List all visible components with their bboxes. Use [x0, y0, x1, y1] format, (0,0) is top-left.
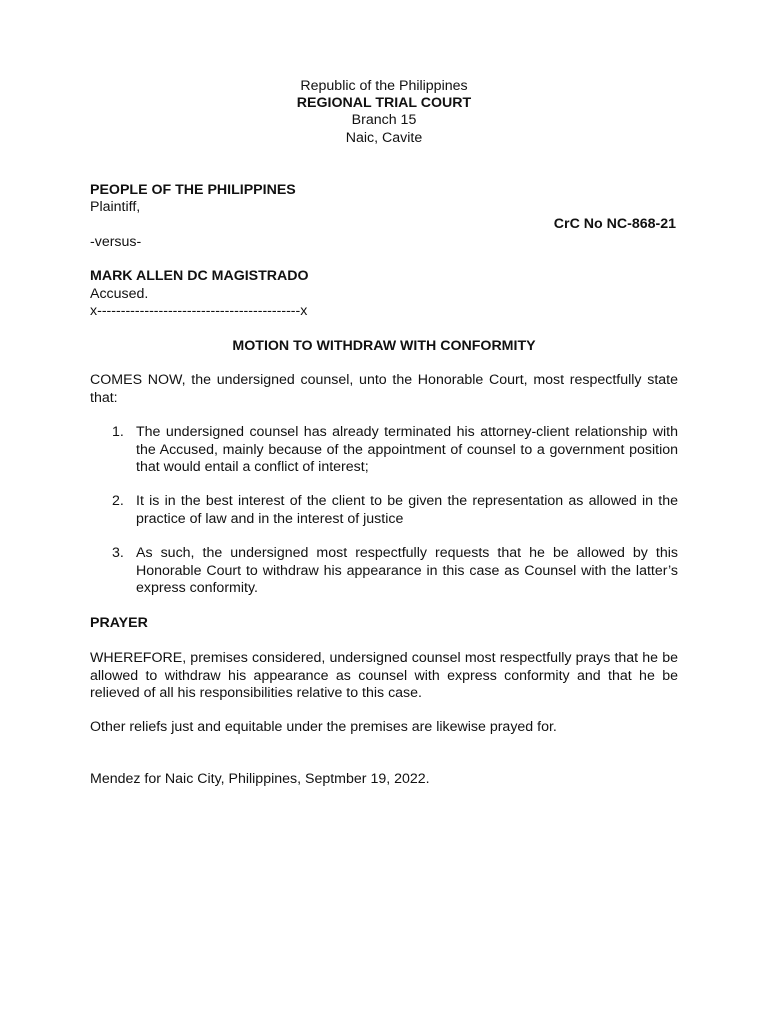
motion-title: MOTION TO WITHDRAW WITH CONFORMITY: [232, 338, 536, 354]
accused-role: Accused.: [90, 286, 149, 302]
other-reliefs: Other reliefs just and equitable under the premises are likewise prayed for.: [90, 719, 557, 735]
case-number: CrC No NC-868-21: [553, 216, 676, 232]
branch-line: Branch 15: [351, 112, 417, 128]
list-item-text: The undersigned counsel has already terminated his attorney-client relationship with the Accused, mainly because of the appointment of counsel to a government position that would entail a conflict of interest;: [136, 424, 678, 475]
prayer-heading: PRAYER: [90, 615, 148, 631]
versus-label: -versus-: [90, 234, 142, 250]
list-item-number: 1.: [112, 424, 124, 440]
republic-line: Republic of the Philippines: [300, 78, 468, 94]
location-line: Naic, Cavite: [345, 130, 423, 146]
plaintiff-name: PEOPLE OF THE PHILIPPINES: [90, 182, 296, 198]
list-item-number: 3.: [112, 545, 124, 561]
caption-divider: x-------------------------------------------x: [90, 303, 308, 319]
list-item-text: It is in the best interest of the client to be given the representation as allowed in the practice of law and in the interest of justice: [136, 493, 678, 527]
plaintiff-role: Plaintiff,: [90, 199, 141, 215]
list-item-text: As such, the undersigned most respectfully requests that he be allowed by this Honorable Court to withdraw his appearance in this case as Counsel with the latter’s express conformity.: [136, 545, 678, 596]
prayer-paragraph: WHEREFORE, premises considered, undersigned counsel most respectfully prays that he be allowed to withdraw his appearance as counsel with express conformity and that he be relieved of all his responsibilities relative to this case.: [90, 650, 678, 701]
accused-name: MARK ALLEN DC MAGISTRADO: [90, 268, 309, 284]
motion-intro: COMES NOW, the undersigned counsel, unto the Honorable Court, most respectfully state that:: [90, 372, 678, 406]
court-name: REGIONAL TRIAL COURT: [296, 95, 472, 111]
place-and-date: Mendez for Naic City, Philippines, Septmber 19, 2022.: [90, 771, 430, 787]
list-item-number: 2.: [112, 493, 124, 509]
